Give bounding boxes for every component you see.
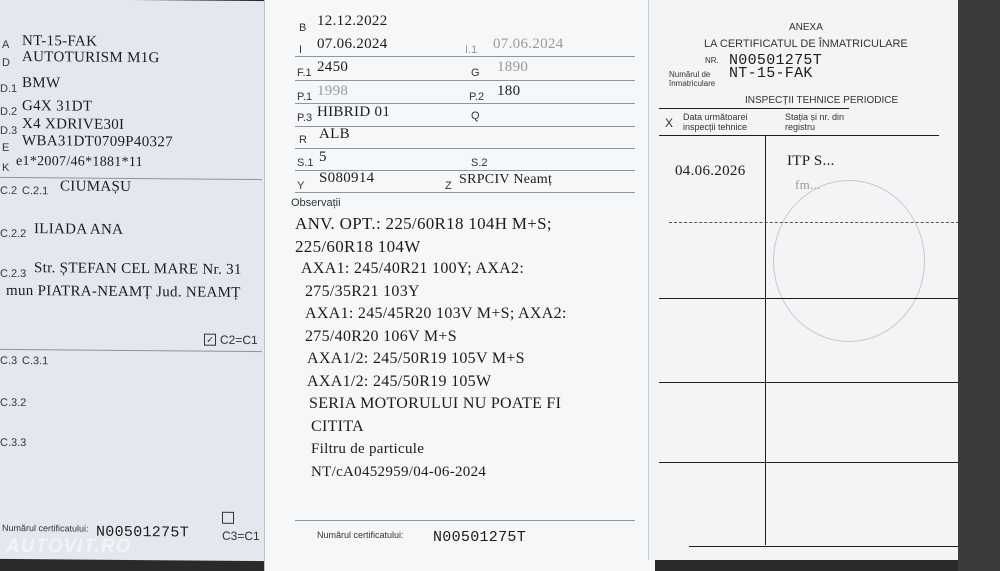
- middle-page: [264, 0, 655, 571]
- label-f1: F.1: [297, 67, 312, 79]
- address-line2: mun PIATRA-NEAMȚ Jud. NEAMȚ: [6, 282, 241, 301]
- label-i: I: [299, 44, 303, 56]
- label-a: A: [2, 38, 10, 51]
- vehicle-type: G4X 31DT: [22, 98, 93, 115]
- label-y: Y: [297, 180, 305, 192]
- observations-label: Observații: [291, 197, 341, 209]
- label-d1: D.1: [0, 82, 18, 95]
- vehicle-make: BMW: [22, 75, 61, 92]
- label-d: D: [2, 56, 10, 69]
- c3-c1-label: C3=C1: [222, 528, 260, 544]
- label-c2: C.2: [0, 184, 18, 197]
- plate-number: NT-15-FAK: [22, 33, 98, 50]
- checkbox-icon: ✓: [204, 334, 216, 346]
- observation-line: AXA1: 245/40R21 100Y; AXA2:: [301, 260, 525, 277]
- address-line1: Str. ȘTEFAN CEL MARE Nr. 31: [34, 260, 242, 278]
- max-mass: 2450: [317, 59, 349, 75]
- nr-label: NR.: [705, 56, 719, 65]
- label-r: R: [299, 134, 307, 146]
- grid-line: [659, 462, 964, 463]
- annex-plate: NT-15-FAK: [729, 65, 813, 82]
- registration-date-i1: 07.06.2024: [493, 36, 564, 52]
- registration-date: 07.06.2024: [317, 36, 388, 52]
- annex-title: ANEXA: [789, 22, 823, 33]
- divider: [295, 520, 635, 521]
- label-p2: P.2: [469, 91, 485, 103]
- grid-line: [659, 108, 849, 109]
- grid-line: [765, 135, 766, 225]
- owner-name: ILIADA ANA: [34, 221, 124, 238]
- divider: [295, 192, 635, 193]
- first-registration-date: 12.12.2022: [317, 13, 388, 29]
- c2-equals-c1-check: [204, 331, 258, 349]
- label-p1: P.1: [297, 91, 313, 103]
- divider: [295, 80, 635, 81]
- grid-line: [669, 222, 969, 223]
- c2-c1-label: C2=C1: [220, 332, 258, 348]
- observation-line: 275/35R21 103Y: [305, 282, 420, 300]
- label-c21: C.2.1: [22, 185, 49, 198]
- label-i1: I.1: [465, 44, 478, 56]
- checkbox-icon: [222, 512, 234, 524]
- label-k: K: [2, 161, 10, 174]
- itp-station-cont: fm...: [795, 177, 821, 192]
- label-e: E: [2, 141, 10, 154]
- grid-line: [689, 546, 979, 547]
- background-edge: [958, 0, 1000, 571]
- observation-line: CITITA: [311, 417, 364, 435]
- observations-block: [295, 213, 645, 483]
- label-x: X: [665, 116, 674, 130]
- annex-subtitle: LA CERTIFICATUL DE ÎNMATRICULARE: [704, 38, 908, 50]
- watermark-logo: AUTOVIT.RO: [6, 536, 132, 557]
- observation-line: AXA1: 245/45R20 103V M+S; AXA2:: [305, 305, 567, 322]
- certificate-number: N00501275T: [433, 529, 527, 546]
- color: ALB: [319, 126, 350, 142]
- observation-line: 225/60R18 104W: [295, 236, 421, 256]
- certificate-label: Numărul certificatului:: [2, 522, 89, 534]
- label-c32: C.3.2: [0, 396, 27, 410]
- label-c23: C.2.3: [0, 267, 27, 281]
- observation-line: NT/cA0452959/04-06-2024: [311, 463, 487, 480]
- observation-line: ANV. OPT.: 225/60R18 104H M+S;: [295, 214, 552, 233]
- label-c3: C.3: [0, 354, 18, 367]
- seats: 5: [319, 149, 327, 165]
- vehicle-model: X4 XDRIVE30I: [22, 116, 125, 133]
- label-d2: D.2: [0, 105, 18, 118]
- label-c22: C.2.2: [0, 227, 27, 241]
- left-page: [0, 0, 268, 561]
- grid-line: [765, 225, 766, 545]
- grid-line: [659, 135, 939, 136]
- observation-line: Filtru de particule: [311, 441, 425, 457]
- itp-station: ITP S...: [787, 153, 835, 169]
- engine-power: 180: [497, 83, 521, 99]
- label-b: B: [299, 22, 307, 34]
- label-q: Q: [471, 110, 480, 122]
- type-approval: e1*2007/46*1881*11: [16, 153, 143, 171]
- vehicle-category: AUTOTURISM M1G: [22, 49, 160, 67]
- next-itp-date: 04.06.2026: [675, 163, 746, 179]
- observation-line: AXA1/2: 245/50R19 105V M+S: [307, 350, 525, 367]
- grid-line: [659, 382, 964, 383]
- owner-surname: CIUMAȘU: [60, 178, 132, 195]
- label-s1: S.1: [297, 157, 314, 169]
- label-p3: P.3: [297, 112, 313, 124]
- label-g: G: [471, 67, 480, 79]
- certificate-number: N00501275T: [96, 523, 190, 542]
- service-mass: 1890: [497, 59, 529, 75]
- label-z: Z: [445, 180, 452, 192]
- crest-watermark-icon: [773, 180, 925, 342]
- label-s2: S.2: [471, 157, 488, 169]
- itp-heading: INSPECȚII TEHNICE PERIODICE: [745, 95, 899, 106]
- label-c33: C.3.3: [0, 436, 27, 450]
- observation-line: 275/40R20 106V M+S: [305, 327, 457, 345]
- fuel-type: HIBRID 01: [317, 104, 391, 120]
- label-d3: D.3: [0, 124, 18, 137]
- right-page: [648, 0, 1000, 560]
- grid-line: [659, 298, 964, 299]
- col-next-date-label: Data următoarei inspecții tehnice: [683, 112, 748, 132]
- annex-number: N00501275T: [729, 52, 823, 69]
- divider: [295, 56, 635, 57]
- divider: [0, 349, 262, 352]
- plate-label: Numărul de înmatriculare: [669, 70, 716, 88]
- certificate-label: Numărul certificatului:: [317, 530, 404, 540]
- issuing-authority: SRPCIV Neamț: [459, 172, 553, 187]
- field-y: S080914: [319, 170, 375, 186]
- label-c31: C.3.1: [22, 355, 49, 368]
- observation-line: SERIA MOTORULUI NU POATE FI: [309, 395, 562, 412]
- engine-capacity: 1998: [317, 83, 349, 99]
- vin: WBA31DT0709P40327: [22, 133, 173, 151]
- observation-line: AXA1/2: 245/50R19 105W: [307, 372, 492, 390]
- col-station-label: Stația și nr. din registru: [785, 112, 845, 132]
- divider: [295, 148, 635, 149]
- c3-equals-c1-check: [222, 509, 268, 545]
